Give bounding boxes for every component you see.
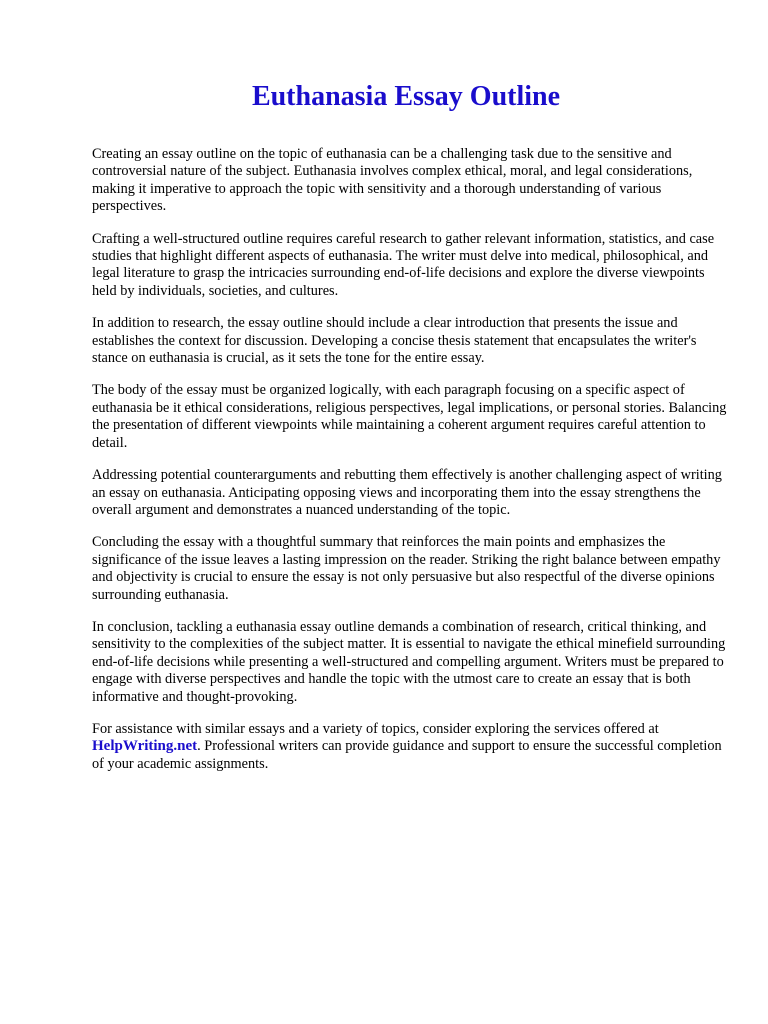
closing-text-after-link: . Professional writers can provide guidance and support to ensure the successful completion of your academic assignments.: [92, 738, 722, 772]
paragraph-6: Concluding the essay with a thoughtful summary that reinforces the main points and emphasizes the significance of the issue leaves a lasting impression on the reader. Striking the right balance between empathy and objectivity is crucial to ensure the essay is not only persuasive but also respectful of the diverse opinions surrounding euthanasia.: [92, 534, 721, 603]
document-body: [92, 146, 728, 788]
paragraph-5: Addressing potential counterarguments and rebutting them effectively is another challenging aspect of writing an essay on euthanasia. Anticipating opposing views and incorporating them into the essay strengthens the overall argument and demonstrates a nuanced understanding of the topic.: [92, 467, 722, 518]
paragraph-2: Crafting a well-structured outline requires careful research to gather relevant information, statistics, and case studies that highlight different aspects of euthanasia. The writer must delve into medical, philosophical, and legal literature to grasp the intricacies surrounding end-of-life decisions and explore the diverse viewpoints held by individuals, societies, and cultures.: [92, 230, 715, 299]
paragraph-3: In addition to research, the essay outline should include a clear introduction that presents the issue and establishes the context for discussion. Developing a concise thesis statement that encapsulates the writer's stance on euthanasia is crucial, as it sets the tone for the entire essay.: [92, 315, 697, 367]
paragraph-7: In conclusion, tackling a euthanasia essay outline demands a combination of research, critical thinking, and sensitivity to the complexities of the subject matter. It is essential to navigate the ethical minefield surrounding end-of-life decisions while presenting a well-structured and compelling argument. Writers must be prepared to engage with diverse perspectives and handle the topic with the utmost care to create an essay that is both informative and thought-provoking.: [92, 618, 726, 705]
closing-paragraph: [92, 721, 728, 773]
paragraph-4: The body of the essay must be organized logically, with each paragraph focusing on a specific aspect of euthanasia be it ethical considerations, religious perspectives, legal implications, or personal stories. Balancing the presentation of different viewpoints while maintaining a coherent argument requires careful attention to detail.: [92, 382, 727, 451]
page-title: Euthanasia Essay Outline: [251, 81, 561, 112]
closing-text-before-link: For assistance with similar essays and a variety of topics, consider exploring the services offered at: [92, 720, 659, 737]
helpwriting-link[interactable]: HelpWriting.net: [92, 738, 198, 755]
paragraph-1: Creating an essay outline on the topic of euthanasia can be a challenging task due to the sensitive and controversial nature of the subject. Euthanasia involves complex ethical, moral, and legal considerations, making it imperative to approach the topic with sensitivity and a thorough understanding of various perspectives.: [92, 146, 693, 215]
